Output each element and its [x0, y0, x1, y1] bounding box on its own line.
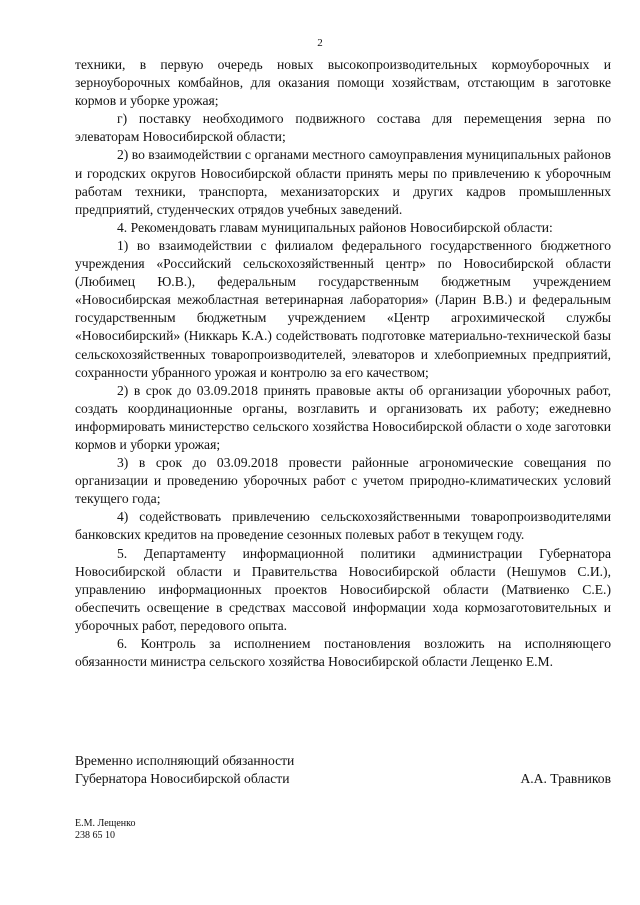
- signatory-position-line-1: Временно исполняющий обязанности: [75, 753, 295, 768]
- executor-phone: 238 65 10: [75, 830, 115, 841]
- paragraph: 6. Контроль за исполнением постановления возложить на исполняющего обязанности министра сельского хозяйства Новосибирской области Лещенко Е.М.: [75, 636, 611, 670]
- signature-row: [75, 770, 611, 788]
- page-number: 2: [317, 37, 323, 49]
- paragraph: 2) в срок до 03.09.2018 принять правовые акты об организации уборочных работ, создать координационные органы, возглавить и организовать их работу; ежедневно информировать министерство сельского хозяйства Новосибирской области о ходе заготовки кормов и уборки урожая;: [75, 382, 611, 452]
- paragraph: 2) во взаимодействии с органами местного самоуправления муниципальных районов и городских округов Новосибирской области принять меры по привлечению к уборочным работам техники, транспорта, механизаторских и других кадров промышленных предприятий, студенческих отрядов учебных заведений.: [75, 147, 611, 217]
- paragraph: 1) во взаимодействии с филиалом федерального государственного бюджетного учреждения «Российский сельскохозяйственный центр» по Новосибирской области (Любимец Ю.В.), федеральным государственным бюджетным учреждением «Новосибирская межобластная ветеринарная лаборатория» (Ларин В.В.) и федеральным государственным бюджетным учреждением «Центр агрохимической службы «Новосибирский» (Никкарь К.А.) содействовать подготовке материально-технической базы сельскохозяйственных товаропроизводителей, элеваторов и хлебоприемных предприятий, сохранности убранного урожая и контролю за его качеством;: [75, 237, 611, 380]
- signatory-name: А.А. Травников: [520, 771, 611, 787]
- paragraph: г) поставку необходимого подвижного состава для перемещения зерна по элеваторам Новосибирской области;: [75, 111, 611, 145]
- executor-footer: [75, 818, 136, 842]
- signatory-position-line-2: Губернатора Новосибирской области: [75, 771, 290, 787]
- paragraph: 4. Рекомендовать главам муниципальных районов Новосибирской области:: [117, 219, 553, 235]
- document-body: [75, 56, 611, 671]
- executor-name: Е.М. Лещенко: [75, 818, 136, 829]
- signature-block: [75, 752, 611, 788]
- paragraph: 5. Департаменту информационной политики администрации Губернатора Новосибирской области и Правительства Новосибирской области (Нешумов С.И.), управлению информационных проектов Новосибирской области (Матвиенко С.Е.) обеспечить освещение в средствах массовой информации хода кормозаготовительных и уборочных работ, передового опыта.: [75, 545, 611, 633]
- paragraph: 4) содействовать привлечению сельскохозяйственными товаропроизводителями банковских кредитов на проведение сезонных полевых работ в текущем году.: [75, 509, 611, 543]
- paragraph: 3) в срок до 03.09.2018 провести районные агрономические совещания по организации и проведению уборочных работ с учетом природно-климатических условий текущего года;: [75, 455, 611, 507]
- paragraph: техники, в первую очередь новых высокопроизводительных кормоуборочных и зерноуборочных комбайнов, для оказания помощи хозяйствам, отстающим в заготовке кормов и уборке урожая;: [75, 57, 611, 109]
